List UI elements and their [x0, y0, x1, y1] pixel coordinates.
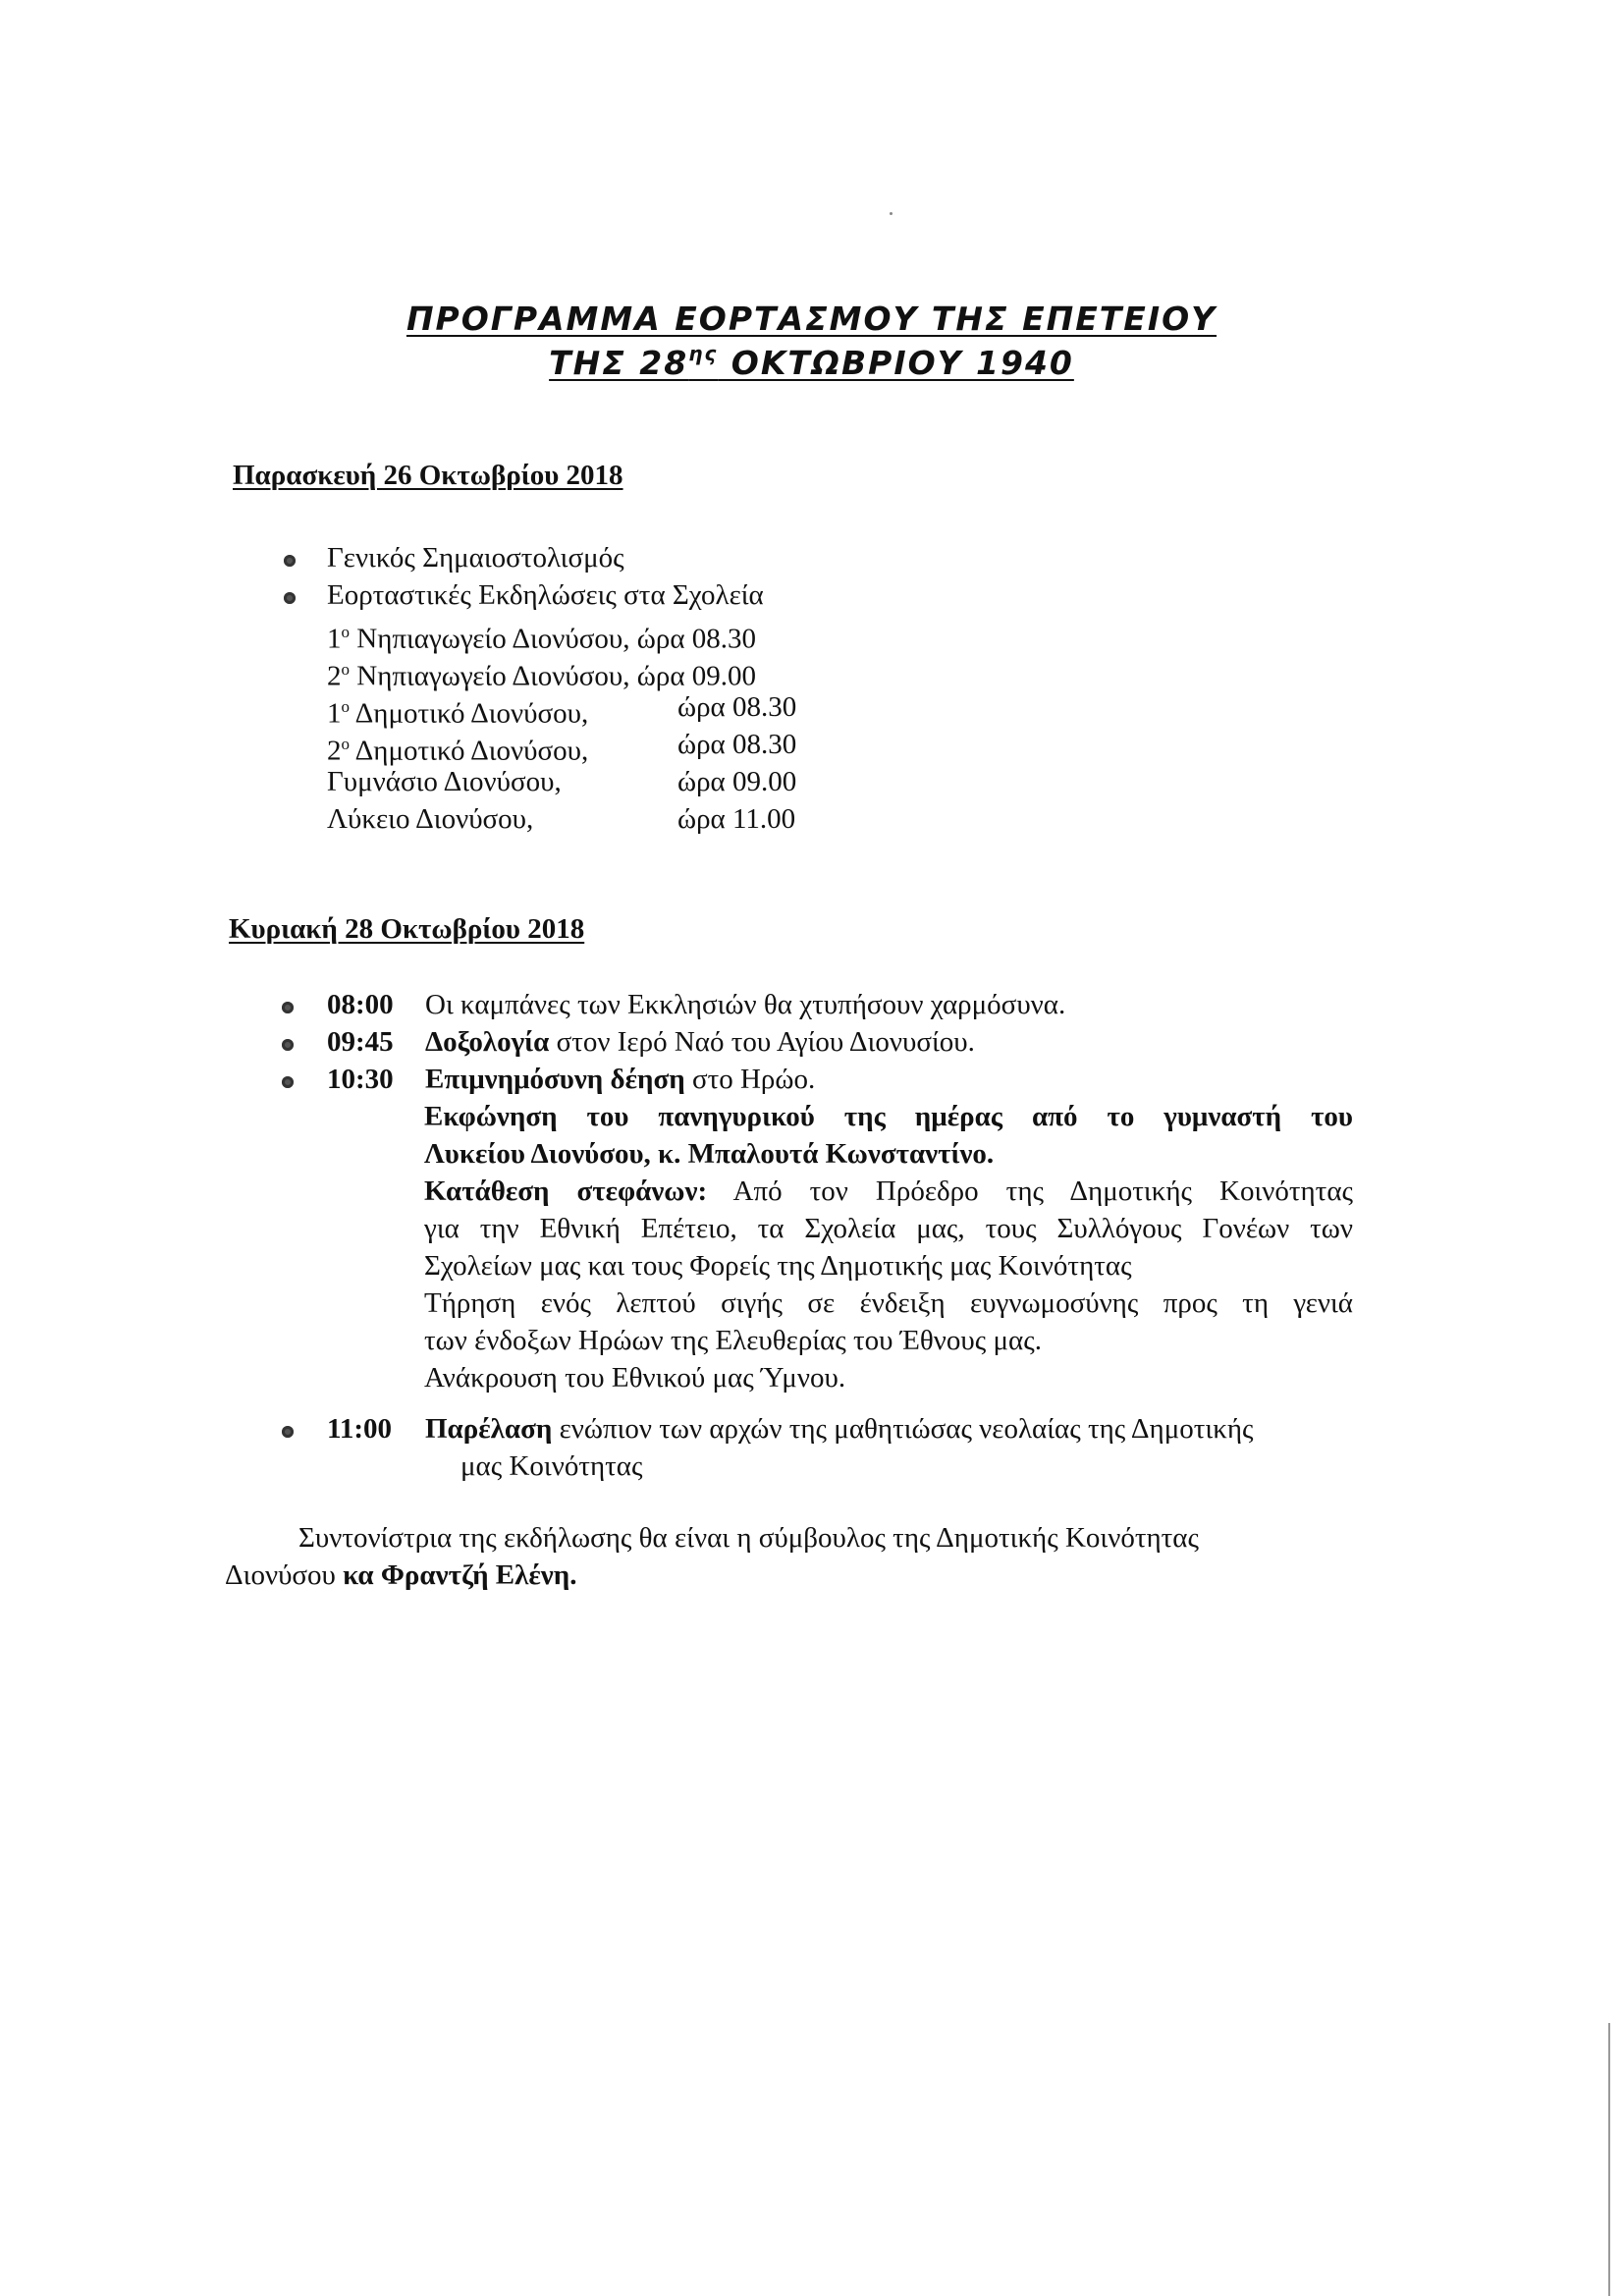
- wreath-text: Από τον Πρόεδρο της Δημοτικής Κοινότητας: [707, 1175, 1354, 1207]
- school-row-name: Νηπιαγωγείο Διονύσου, ώρα 09.00: [350, 660, 757, 692]
- school-row-time: ώρα 11.00: [677, 803, 796, 835]
- school-row: [327, 615, 756, 657]
- sunday-heading: Κυριακή 28 Οκτωβρίου 2018: [229, 913, 585, 945]
- coordinator-text: Διονύσου: [225, 1559, 344, 1591]
- school-row: [327, 689, 588, 732]
- school-row-name: Δημοτικό Διονύσου,: [350, 735, 589, 767]
- item-time: 11:00: [327, 1413, 393, 1445]
- school-row-name: Λύκειο Διονύσου,: [327, 803, 534, 835]
- sunday-item-doxology: [327, 1024, 975, 1060]
- speech-line2: [424, 1136, 994, 1172]
- friday-item-flags: Γενικός Σημαιοστολισμός: [327, 542, 624, 574]
- speech-line1: [424, 1099, 1353, 1134]
- coordinator-line1: Συντονίστρια της εκδήλωσης θα είναι η σύμβουλος της Δημοτικής Κοινότητας: [298, 1522, 1199, 1554]
- item-bold: Δοξολογία: [425, 1026, 550, 1058]
- scan-edge-line: [1608, 2023, 1610, 2296]
- school-row-sup: ο: [341, 697, 350, 716]
- bullet-icon: [282, 1076, 294, 1088]
- school-row: [327, 727, 588, 769]
- school-row-sup: ο: [341, 660, 350, 679]
- sunday-item-parade: [327, 1411, 1253, 1447]
- document-title-line2: [0, 344, 1623, 382]
- school-row-sup: ο: [341, 735, 350, 753]
- school-row-sup: ο: [341, 623, 350, 641]
- item-bold: Παρέλαση: [425, 1413, 553, 1445]
- school-row-name: Γυμνάσιο Διονύσου,: [327, 766, 562, 797]
- parade-line2: μας Κοινότητας: [460, 1450, 643, 1482]
- item-text: ενώπιον των αρχών της μαθητιώσας νεολαίας της Δημοτικής: [552, 1413, 1254, 1445]
- silence-line1: Τήρηση ενός λεπτού σιγής σε ένδειξη ευγνωμοσύνης προς τη γενιά: [424, 1287, 1353, 1319]
- friday-heading: Παρασκευή 26 Οκτωβρίου 2018: [233, 460, 623, 491]
- scan-speck: [890, 212, 893, 215]
- title-part-a: ΤΗΣ 28: [549, 344, 689, 382]
- wreath-label: Κατάθεση στεφάνων:: [424, 1175, 708, 1207]
- item-text: Οι καμπάνες των Εκκλησιών θα χτυπήσουν χαρμόσυνα.: [425, 989, 1066, 1020]
- coordinator-name: κα Φραντζή Ελένη.: [343, 1559, 577, 1591]
- school-row-time: ώρα 09.00: [677, 766, 797, 797]
- sunday-item-bells: [327, 987, 1065, 1022]
- wreath-line1: [424, 1174, 1353, 1209]
- school-row-num: 1: [327, 697, 342, 730]
- silence-line2: των ένδοξων Ηρώων της Ελευθερίας του Έθνους μας.: [424, 1325, 1042, 1356]
- bullet-icon: [282, 1002, 294, 1013]
- bullet-icon: [284, 592, 296, 604]
- item-bold: Επιμνημόσυνη δέηση: [425, 1064, 685, 1095]
- bullet-icon: [282, 1426, 294, 1438]
- school-row: [327, 764, 562, 799]
- bullet-icon: [284, 555, 296, 567]
- school-row-num: 2: [327, 660, 342, 692]
- title-part-b: ΟΚΤΩΒΡΙΟΥ 1940: [718, 344, 1074, 382]
- anthem-line: Ανάκρουση του Εθνικού μας Ύμνου.: [424, 1362, 846, 1394]
- item-time: 09:45: [327, 1026, 394, 1058]
- school-row-time: ώρα 08.30: [677, 691, 797, 723]
- school-row-time: ώρα 08.30: [677, 729, 797, 760]
- document-title-line1: ΠΡΟΓΡΑΜΜΑ ΕΟΡΤΑΣΜΟΥ ΤΗΣ ΕΠΕΤΕΙΟΥ: [406, 300, 1217, 338]
- school-row-num: 1: [327, 623, 342, 655]
- wreath-line2: για την Εθνική Επέτειο, τα Σχολεία μας, τους Συλλόγους Γονέων των: [424, 1213, 1353, 1244]
- school-row: [327, 801, 533, 837]
- item-time: 10:30: [327, 1064, 394, 1095]
- speech-text: Εκφώνηση του πανηγυρικού της ημέρας από το γυμναστή του: [424, 1101, 1353, 1132]
- wreath-line3: Σχολείων μας και τους Φορείς της Δημοτικής μας Κοινότητας: [424, 1250, 1132, 1282]
- friday-item-school-events: Εορταστικές Εκδηλώσεις στα Σχολεία: [327, 579, 764, 611]
- school-row-name: Δημοτικό Διονύσου,: [350, 697, 589, 730]
- speech-text: Λυκείου Διονύσου, κ. Μπαλουτά Κωνσταντίνο.: [424, 1138, 995, 1170]
- school-row-num: 2: [327, 735, 342, 767]
- item-text: στο Ηρώο.: [684, 1064, 816, 1095]
- school-row-name: Νηπιαγωγείο Διονύσου, ώρα 08.30: [350, 623, 757, 655]
- sunday-item-memorial: [327, 1062, 815, 1097]
- coordinator-line2: [225, 1558, 576, 1593]
- item-time: 08:00: [327, 989, 394, 1020]
- bullet-icon: [282, 1039, 294, 1051]
- school-row: [327, 652, 756, 694]
- item-text: στον Ιερό Ναό του Αγίου Διονυσίου.: [549, 1026, 975, 1058]
- title-ordinal-suffix: ης: [688, 342, 719, 365]
